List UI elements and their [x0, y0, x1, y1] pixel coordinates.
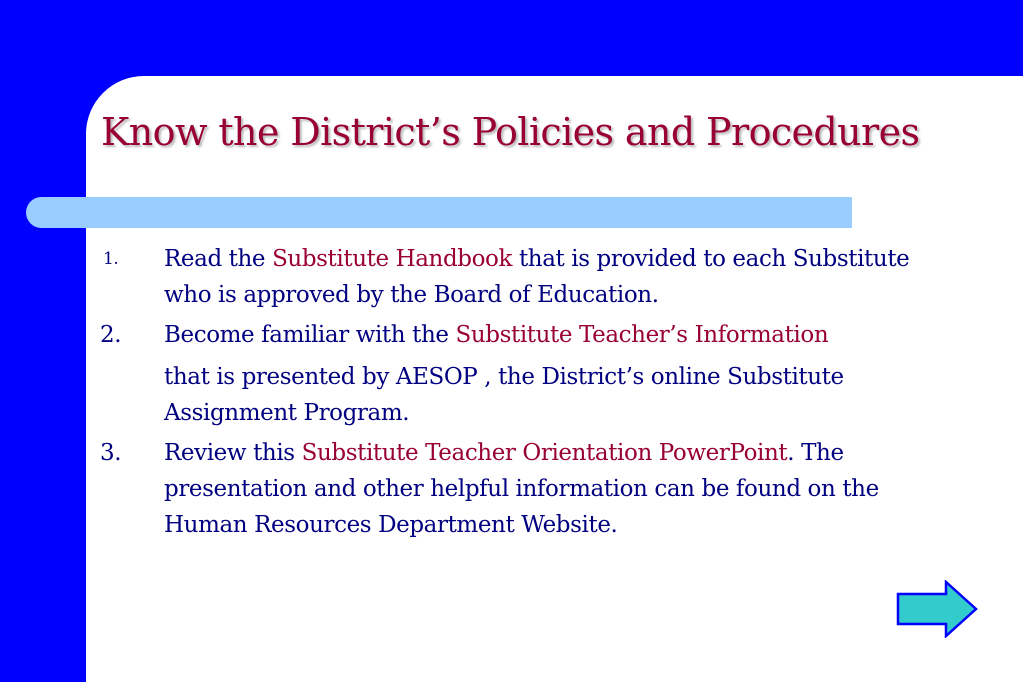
substitute-teacher-information-highlight: Substitute Teacher’s Information [455, 322, 829, 348]
title-underline-bar [26, 197, 852, 228]
list-number-2: 2. [100, 322, 122, 348]
list-item-2-text-before: Become familiar with the [164, 322, 456, 348]
list-number-3: 3. [100, 440, 122, 466]
list-item-1-text-before: Read the [164, 246, 273, 272]
right-arrow-icon [898, 582, 976, 636]
list-item-2-text-after: that is presented by AESOP , the District’s online Substitute Assignment Program. [164, 364, 844, 426]
next-slide-button[interactable] [896, 580, 978, 638]
slide-title: Know the District’s Policies and Procedures [101, 110, 920, 154]
list-item-1 [100, 241, 920, 313]
list-item-3-text-after: . The presentation and other helpful information can be found on the Human Resources Department Website. [164, 440, 879, 538]
procedure-list [100, 241, 920, 547]
list-number-1: 1. [103, 249, 119, 269]
orientation-powerpoint-highlight: Substitute Teacher Orientation PowerPoint [301, 440, 788, 466]
list-item-2 [100, 317, 920, 431]
list-item-3-text-before: Review this [164, 440, 302, 466]
list-item-3 [100, 435, 920, 543]
list-item-1-text-after: that is provided to each Substitute who is approved by the Board of Education. [164, 246, 910, 308]
substitute-handbook-highlight: Substitute Handbook [272, 246, 513, 272]
